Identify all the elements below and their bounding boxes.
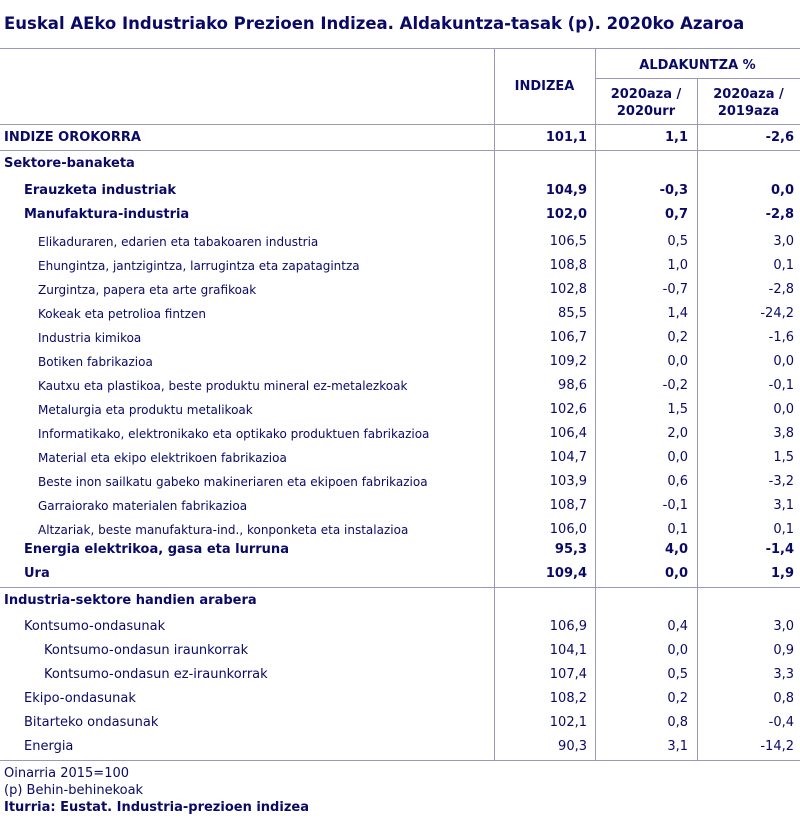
header-indizea: INDIZEA [514,79,575,94]
row-value-v2: 1,0 [667,258,688,273]
row-value-v3: 0,0 [773,354,794,369]
row-value-v3: 0,9 [773,643,794,658]
row-value-v1: 106,0 [549,522,587,537]
row-value-v1: 106,7 [549,330,587,345]
row-value-v2: -0,2 [662,378,688,393]
row-label: Metalurgia eta produktu metalikoak [38,403,253,417]
row-value-v1: 90,3 [558,739,587,754]
row-value-v2: 0,0 [667,450,688,465]
row-label: Kontsumo-ondasun ez-iraunkorrak [44,667,268,682]
row-label: Industria kimikoa [38,331,142,345]
row-value-v2: -0,1 [662,498,688,513]
row-value-v2: 0,0 [664,566,688,581]
row-value-v2: -0,7 [662,282,688,297]
row-value-v3: 3,0 [773,619,794,634]
header-col1-line2: 2020urr [616,104,676,119]
row-label: Industria-sektore handien arabera [4,593,257,608]
row-label: Ura [24,566,50,581]
page-title: Euskal AEko Industriako Prezioen Indizea. Aldakuntza-tasak (p). 2020ko Azaroa [4,14,745,33]
row-value-v2: 0,6 [667,474,688,489]
row-value-v1: 101,1 [545,130,587,145]
row-value-v2: 4,0 [664,542,688,557]
row-value-v3: -2,8 [768,282,794,297]
row-value-v3: -1,6 [768,330,794,345]
row-label: Manufaktura-industria [24,207,190,222]
row-value-v1: 85,5 [558,306,587,321]
row-value-v3: 1,9 [770,566,794,581]
header-col1 [595,86,697,120]
row-label: Energia elektrikoa, gasa eta lurruna [24,542,289,557]
row-value-v2: 2,0 [667,426,688,441]
table-top-border [0,48,800,49]
header-col1-line1: 2020aza / [610,87,682,102]
row-label: Botiken fabrikazioa [38,355,153,369]
row-label: Energia [24,739,74,754]
row-label: Ekipo-ondasunak [24,691,136,706]
row-value-v3: -0,1 [768,378,794,393]
row-label: Sektore-banaketa [4,156,135,171]
row-value-v1: 102,1 [549,715,587,730]
row-value-v3: 3,8 [773,426,794,441]
section-separator [0,587,800,588]
row-value-v1: 98,6 [558,378,587,393]
row-label: Zurgintza, papera eta arte grafikoak [38,283,257,297]
row-value-v2: 0,7 [664,207,688,222]
header-col2-line1: 2020aza / [713,87,784,102]
column-divider-indizea [494,48,495,760]
row-label: Ehungintza, jantzigintza, larrugintza eta zapatagintza [38,259,360,273]
row-label: Kokeak eta petrolioa fintzen [38,307,206,321]
row-value-v3: -2,8 [765,207,794,222]
row-value-v2: 1,1 [664,130,688,145]
row-value-v2: 0,1 [667,522,688,537]
row-label: Altzariak, beste manufaktura-ind., konponketa eta instalazioa [38,523,409,537]
row-value-v3: -14,2 [760,739,794,754]
row-value-v3: 0,0 [770,183,794,198]
row-value-v1: 108,2 [549,691,587,706]
row-value-v1: 103,9 [549,474,587,489]
aldakuntza-underline [595,78,800,79]
general-index-separator [0,150,800,151]
row-label: Erauzketa industriak [24,183,177,198]
row-value-v1: 108,8 [549,258,587,273]
row-value-v1: 109,2 [549,354,587,369]
row-value-v3: 1,5 [773,450,794,465]
row-value-v3: 0,0 [773,402,794,417]
row-value-v3: -2,6 [765,130,794,145]
row-value-v3: 0,8 [773,691,794,706]
row-value-v1: 102,0 [545,207,587,222]
row-value-v2: 0,5 [667,667,688,682]
row-value-v2: 0,4 [667,619,688,634]
row-label: Garraiorako materialen fabrikazioa [38,499,248,513]
row-value-v3: 0,1 [773,258,794,273]
row-label: Elikaduraren, edarien eta tabakoaren industria [38,235,319,249]
row-value-v3: -1,4 [765,542,794,557]
row-value-v3: -0,4 [768,715,794,730]
row-value-v1: 104,9 [545,183,587,198]
row-value-v1: 95,3 [554,542,587,557]
header-col2 [697,86,800,120]
row-value-v1: 102,6 [549,402,587,417]
row-value-v2: 1,5 [667,402,688,417]
row-value-v2: 0,2 [667,330,688,345]
row-value-v3: 0,1 [773,522,794,537]
header-aldakuntza: ALDAKUNTZA % [639,58,756,73]
note-base: Oinarria 2015=100 [4,766,130,781]
table-bottom-border [0,760,800,761]
row-label: Kontsumo-ondasun iraunkorrak [44,643,249,658]
header-col2-line2: 2019aza [717,104,780,119]
row-value-v3: -3,2 [768,474,794,489]
row-label: Kontsumo-ondasunak [24,619,166,634]
row-value-v1: 109,4 [545,566,587,581]
row-value-v2: 0,0 [667,354,688,369]
row-value-v2: 3,1 [667,739,688,754]
row-label: Bitarteko ondasunak [24,715,159,730]
row-value-v1: 104,7 [549,450,587,465]
row-label: Material eta ekipo elektrikoen fabrikazioa [38,451,287,465]
row-value-v2: -0,3 [659,183,688,198]
row-label: Kautxu eta plastikoa, beste produktu mineral ez-metalezkoak [38,379,408,393]
header-bottom-border [0,124,800,125]
row-value-v2: 0,5 [667,234,688,249]
row-value-v3: 3,1 [773,498,794,513]
note-provisional: (p) Behin-behinekoak [4,783,144,798]
column-divider-aldakuntza-2 [697,78,698,760]
row-label: INDIZE OROKORRA [4,130,141,145]
row-label: Informatikako, elektronikako eta optikako produktuen fabrikazioa [38,427,430,441]
row-value-v2: 0,0 [667,643,688,658]
row-value-v3: 3,0 [773,234,794,249]
row-value-v1: 106,5 [549,234,587,249]
row-value-v3: 3,3 [773,667,794,682]
row-value-v1: 104,1 [549,643,587,658]
row-value-v1: 107,4 [549,667,587,682]
row-value-v3: -24,2 [760,306,794,321]
row-value-v1: 106,9 [549,619,587,634]
row-value-v2: 0,2 [667,691,688,706]
note-source: Iturria: Eustat. Industria-prezioen indizea [4,800,309,815]
row-value-v1: 108,7 [549,498,587,513]
row-value-v2: 1,4 [667,306,688,321]
row-label: Beste inon sailkatu gabeko makineriaren eta ekipoen fabrikazioa [38,475,428,489]
column-divider-aldakuntza-1 [595,48,596,760]
row-value-v2: 0,8 [667,715,688,730]
row-value-v1: 102,8 [549,282,587,297]
row-value-v1: 106,4 [549,426,587,441]
